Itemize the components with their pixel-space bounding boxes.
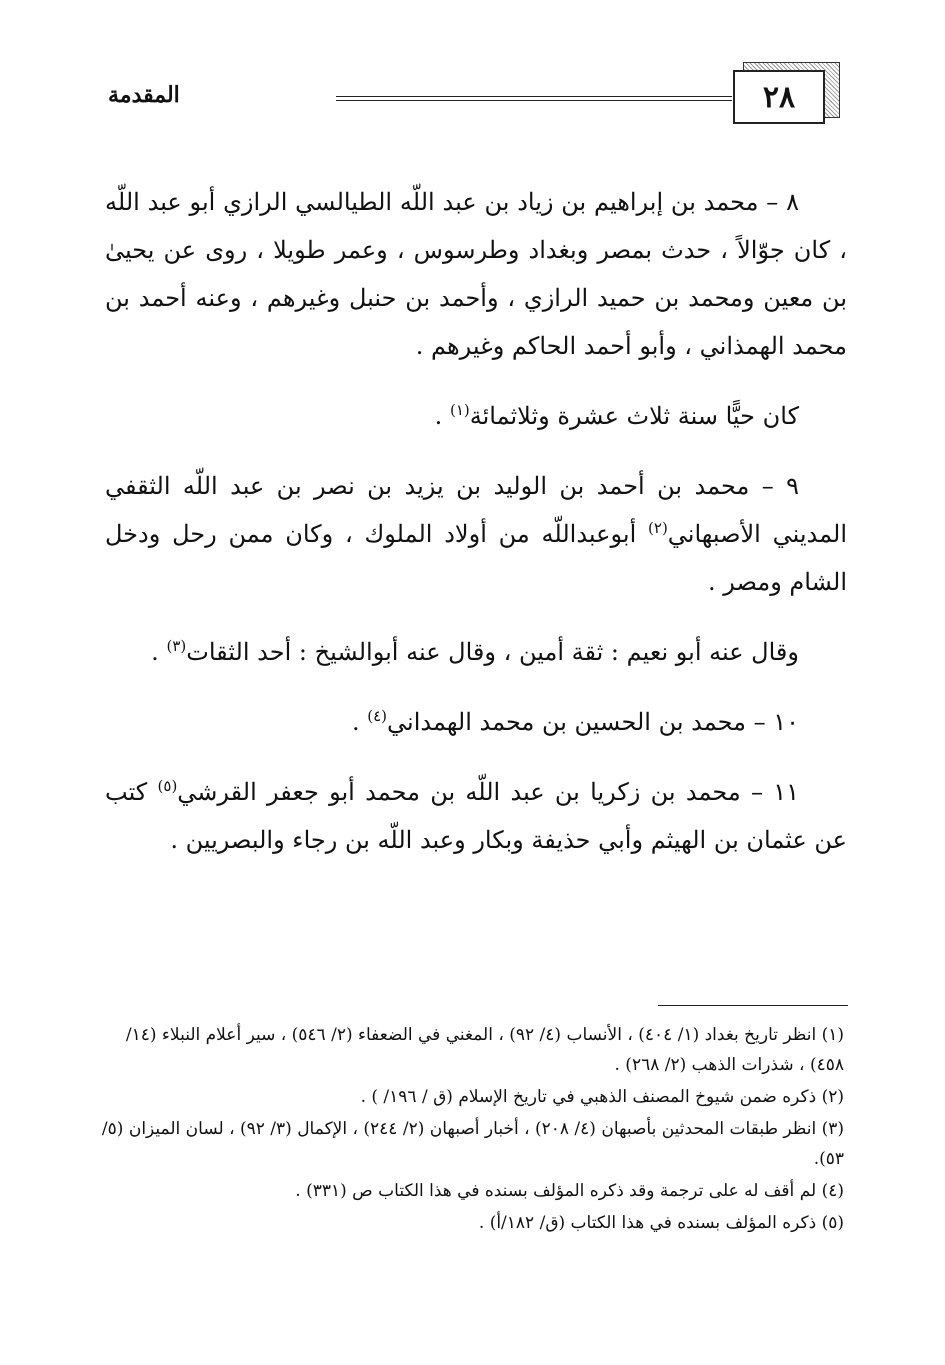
entry-8-note-text: كان حيًّا سنة ثلاث عشرة وثلاثمائة <box>469 402 799 430</box>
footnote-1: (١) انظر تاريخ بغداد (١/ ٤٠٤) ، الأنساب (٤/ ٩٢) ، المغني في الضعفاء (٢/ ٥٤٦) ، سير أعلام النبلاء (١٤/ ٤٥٨) ، شذرات الذهب (٢/ ٢٦٨) . <box>125 1025 844 1075</box>
footnote-4: (٤) لم أقف له على ترجمة وقد ذكره المؤلف بسنده في هذا الكتاب ص (٣٣١) . <box>295 1181 844 1201</box>
entry-11-text-a: ١١ – محمد بن زكريا بن عبد اللّه بن محمد أبو جعفر القرشي <box>177 778 799 806</box>
footnote-ref-3[interactable]: (٣) <box>166 637 187 655</box>
footnote-3: (٣) انظر طبقات المحدثين بأصبهان (٤/ ٢٠٨) ، أخبار أصبهان (٢/ ٢٤٤) ، الإكمال (٣/ ٩٢) ، لسان الميزان (٥/ ٥٣). <box>101 1119 844 1169</box>
period: . <box>434 402 443 430</box>
header-rule <box>336 96 732 101</box>
main-text <box>105 178 847 886</box>
footnote-ref-5[interactable]: (٥) <box>157 777 178 795</box>
entry-8-note <box>105 392 847 440</box>
period: . <box>351 708 360 736</box>
section-title: المقدمة <box>108 82 180 108</box>
footnote-5: (٥) ذكره المؤلف بسنده في هذا الكتاب (ق/ ١٨٢/أ) . <box>478 1213 844 1233</box>
entry-10 <box>105 698 847 746</box>
entry-11 <box>105 768 847 864</box>
entry-8: ٨ – محمد بن إبراهيم بن زياد بن عبد اللّه الطيالسي الرازي أبو عبد اللّه ، كان جوّالاً ، حدث بمصر وبغداد وطرسوس ، وعمر طويلا ، روى عن يحيىٰ بن معين ومحمد بن حميد الرازي ، وأحمد بن حنبل وغيرهم ، وعنه أحمد بن محمد الهمذاني ، وأبو أحمد الحاكم وغيرهم . <box>105 188 847 360</box>
entry-9-note <box>105 628 847 676</box>
entry-9-text-a: ٩ – محمد بن أحمد بن الوليد بن يزيد بن نصر بن عبد اللّه الثقفي المديني الأصبهاني <box>105 472 847 548</box>
entry-9-note-text: وقال عنه أبو نعيم : ثقة أمين ، وقال عنه أبوالشيخ : أحد الثقات <box>186 638 799 666</box>
footnotes <box>100 1020 844 1240</box>
page-number: ٢٨ <box>733 70 825 124</box>
entry-9 <box>105 462 847 606</box>
footnote-ref-1[interactable]: (١) <box>449 401 470 419</box>
entry-9-text-b: أبوعبداللّه من أولاد الملوك ، وكان ممن رحل ودخل الشام ومصر . <box>105 520 847 596</box>
footnote-separator <box>658 1005 848 1006</box>
period: . <box>151 638 159 666</box>
footnote-ref-2[interactable]: (٢) <box>648 519 668 537</box>
footnote-ref-4[interactable]: (٤) <box>367 707 388 725</box>
entry-11-text-b: كتب عن عثمان بن الهيثم وأبي حذيفة وبكار وعبد اللّه بن رجاء والبصريين . <box>105 778 847 854</box>
footnote-2: (٢) ذكره ضمن شيوخ المصنف الذهبي في تاريخ الإسلام (ق / ١٩٦/ ) . <box>360 1087 844 1107</box>
entry-10-text: ١٠ – محمد بن الحسين بن محمد الهمداني <box>387 708 799 736</box>
